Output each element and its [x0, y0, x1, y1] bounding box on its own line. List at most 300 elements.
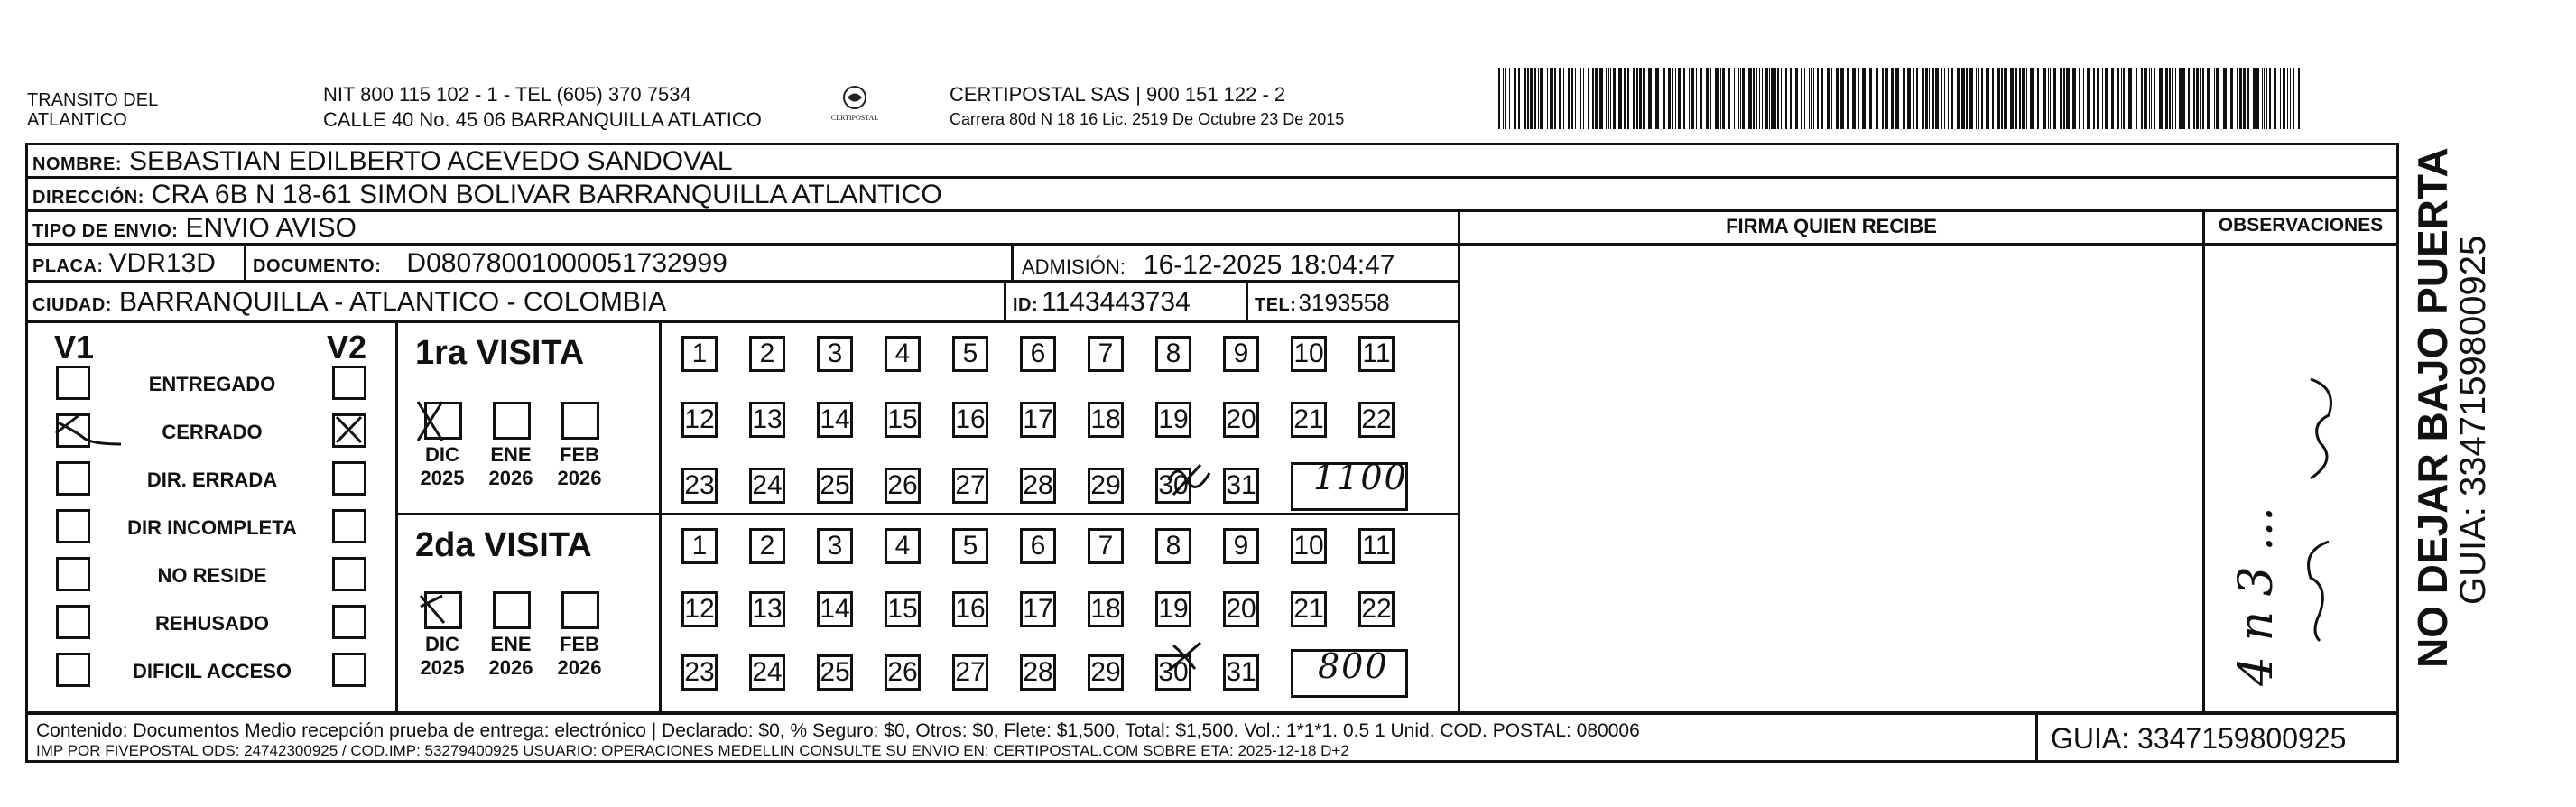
- barcode-bar: [1817, 68, 1819, 129]
- barcode-bar: [1966, 68, 1968, 129]
- barcode-bar: [1925, 68, 1928, 129]
- day-box[interactable]: 17: [1020, 402, 1056, 438]
- barcode-bar: [1836, 68, 1839, 129]
- barcode-bar: [1771, 68, 1774, 129]
- barcode-bar: [2266, 68, 2267, 129]
- barcode-bar: [2063, 68, 2065, 129]
- barcode-bar: [1907, 68, 1911, 129]
- day-box[interactable]: 9: [1223, 336, 1259, 372]
- day-box[interactable]: 2: [749, 528, 785, 564]
- barcode-bar: [1678, 68, 1681, 129]
- day-box[interactable]: 22: [1358, 591, 1395, 627]
- logo-text: CERTIPOSTAL: [830, 114, 879, 122]
- barcode-bar: [2283, 68, 2284, 129]
- status-label: DIFICIL ACCESO: [132, 660, 292, 682]
- day-box[interactable]: 20: [1223, 402, 1259, 438]
- day-box[interactable]: 8: [1155, 336, 1191, 372]
- day-box[interactable]: 19: [1155, 591, 1191, 627]
- barcode-bar: [1575, 68, 1576, 129]
- v1-label: V1: [54, 329, 95, 366]
- observation-handwriting: 4 n 3 ...: [2229, 506, 2284, 686]
- barcode-bar: [2093, 68, 2095, 129]
- barcode-bar: [1540, 68, 1543, 129]
- barcode-bar: [1706, 68, 1709, 129]
- barcode-bar: [1811, 68, 1812, 129]
- barcode-bar: [1643, 68, 1645, 129]
- footer-guia: GUIA: 3347159800925: [2051, 722, 2347, 755]
- day-box[interactable]: 25: [817, 654, 853, 691]
- day-box[interactable]: 14: [817, 591, 853, 627]
- month-checkbox[interactable]: [493, 591, 531, 629]
- barcode-bar: [1869, 68, 1872, 129]
- barcode-bar: [1948, 68, 1949, 129]
- day-box[interactable]: 27: [952, 654, 988, 691]
- day-box[interactable]: 7: [1088, 528, 1124, 564]
- day-box[interactable]: 6: [1020, 336, 1056, 372]
- barcode-bar: [1633, 68, 1635, 129]
- barcode-bar: [1941, 68, 1942, 129]
- barcode-bar: [1969, 68, 1973, 129]
- barcode-bar: [1613, 68, 1616, 129]
- document-value: D08078001000051732999: [406, 248, 727, 278]
- barcode-bar: [2179, 68, 2182, 129]
- day-box[interactable]: 20: [1223, 591, 1259, 627]
- month-label: [554, 443, 605, 490]
- day-box[interactable]: 30: [1155, 654, 1191, 691]
- barcode-bar: [1530, 68, 1533, 129]
- v1-checkbox[interactable]: [56, 366, 90, 400]
- day-box[interactable]: 28: [1020, 468, 1056, 504]
- barcode-bar: [2214, 68, 2215, 129]
- day-box[interactable]: 12: [681, 591, 718, 627]
- v2-checkbox[interactable]: [332, 461, 366, 496]
- barcode-bar: [1847, 68, 1849, 129]
- v2-label: V2: [327, 329, 367, 366]
- barcode-bar: [2121, 68, 2122, 129]
- barcode-bar: [1781, 68, 1782, 129]
- day-box[interactable]: 3: [817, 528, 853, 564]
- v1-checkbox[interactable]: [56, 653, 90, 687]
- barcode-bar: [2111, 68, 2114, 129]
- day-box[interactable]: 5: [952, 528, 988, 564]
- barcode-bar: [1742, 68, 1745, 129]
- barcode-bar: [2165, 68, 2168, 129]
- day-box[interactable]: 13: [749, 591, 785, 627]
- tel-label: TEL:: [1255, 295, 1297, 315]
- barcode-bar: [1774, 68, 1776, 129]
- month-name: FEB: [560, 443, 599, 466]
- barcode-bar: [1827, 68, 1830, 129]
- barcode-bar: [2172, 68, 2173, 129]
- side-warning: NO DEJAR BAJO PUERTA: [2409, 147, 2456, 668]
- shipment-type: ENVIO AVISO: [185, 213, 357, 243]
- barcode-bar: [1978, 68, 1979, 129]
- barcode-bar: [1568, 68, 1570, 129]
- barcode-bar: [1976, 68, 1977, 129]
- barcode-bar: [1583, 68, 1584, 129]
- barcode-bar: [2202, 68, 2204, 129]
- barcode-bar: [1618, 68, 1622, 129]
- day-box[interactable]: 4: [885, 336, 921, 372]
- month-year: 2025: [420, 467, 465, 489]
- barcode-bar: [1885, 68, 1888, 129]
- barcode-bar: [1563, 68, 1564, 129]
- id-label: ID:: [1013, 295, 1039, 315]
- issuer-address: CALLE 40 No. 45 06 BARRANQUILLA ATLATICO: [323, 108, 762, 131]
- barcode-bar: [2290, 68, 2291, 129]
- v2-checkbox[interactable]: [332, 653, 366, 687]
- footer-content-line: Contenido: Documentos Medio recepción prueba de entrega: electrónico | Declarado: $0, % Seguro: $0, Otros: $0, Flete: $1,500, Total: $1,500. Vol.: 1*1*1. 0.5 1 Unid. COD. POSTAL: 080006: [36, 720, 1640, 741]
- barcode-bar: [1720, 68, 1721, 129]
- barcode-bar: [1610, 68, 1611, 129]
- admission-label: ADMISIÓN:: [1022, 255, 1126, 278]
- issuer-line-2: ATLANTICO: [27, 110, 127, 130]
- month-checkbox[interactable]: [424, 591, 462, 629]
- barcode-bar: [1992, 68, 1994, 129]
- barcode-bar: [1710, 68, 1711, 129]
- day-box[interactable]: 11: [1358, 336, 1395, 372]
- barcode-bar: [1831, 68, 1832, 129]
- barcode-bar: [2066, 68, 2070, 129]
- barcode-bar: [2284, 68, 2285, 129]
- barcode-bar: [2072, 68, 2076, 129]
- v2-checkbox[interactable]: [332, 366, 366, 400]
- barcode-bar: [1722, 68, 1725, 129]
- barcode-bar: [1981, 68, 1983, 129]
- barcode-bar: [1580, 68, 1581, 129]
- day-box[interactable]: 11: [1358, 528, 1395, 564]
- barcode-bar: [1801, 68, 1802, 129]
- barcode-bar: [2087, 68, 2090, 129]
- barcode-bar: [2298, 68, 2300, 129]
- barcode-bar: [1627, 68, 1629, 129]
- side-guia: GUIA: 3347159800925: [2453, 235, 2493, 605]
- barcode-bar: [1514, 68, 1516, 129]
- v1-checkbox[interactable]: [56, 509, 90, 543]
- barcode-bar: [1895, 68, 1899, 129]
- day-box[interactable]: 16: [952, 402, 988, 438]
- day-box[interactable]: 13: [749, 402, 785, 438]
- barcode-bar: [1527, 68, 1529, 129]
- day-box[interactable]: 14: [817, 402, 853, 438]
- barcode-bar: [2188, 68, 2190, 129]
- day-box[interactable]: 22: [1358, 402, 1395, 438]
- day-box[interactable]: 26: [885, 468, 921, 504]
- barcode-bar: [2141, 68, 2143, 129]
- barcode-bar: [2010, 68, 2014, 129]
- barcode-bar: [2105, 68, 2108, 129]
- barcode-bar: [2237, 68, 2238, 129]
- barcode-bar: [2159, 68, 2163, 129]
- month-year: 2026: [488, 656, 533, 679]
- barcode-bar: [1932, 68, 1934, 129]
- day-box[interactable]: 7: [1088, 336, 1124, 372]
- barcode-bar: [1734, 68, 1735, 129]
- month-year: 2026: [557, 467, 602, 489]
- day-box[interactable]: 16: [952, 591, 988, 627]
- barcode-bar: [1608, 68, 1609, 129]
- day-box[interactable]: 31: [1223, 654, 1259, 691]
- day-box[interactable]: 6: [1020, 528, 1056, 564]
- barcode-bar: [1554, 68, 1556, 129]
- certipostal-logo: [829, 83, 881, 128]
- barcode-bar: [1986, 68, 1988, 129]
- barcode-bar: [1903, 68, 1905, 129]
- barcode-bar: [2196, 68, 2199, 129]
- day-box[interactable]: 3: [817, 336, 853, 372]
- observation-signature: [2220, 343, 2383, 686]
- address-label: DIRECCIÓN:: [32, 188, 144, 208]
- barcode-bar: [2223, 68, 2227, 129]
- barcode-bar: [1809, 68, 1810, 129]
- barcode-bar: [2274, 68, 2276, 129]
- barcode-bar: [1944, 68, 1945, 129]
- v2-checkbox[interactable]: [332, 605, 366, 639]
- barcode-bar: [1655, 68, 1659, 129]
- barcode-bar: [1599, 68, 1603, 129]
- month-name: ENE: [490, 633, 532, 655]
- first-visit-title: 1ra VISITA: [415, 334, 585, 372]
- second-visit-time-note: 800: [1318, 646, 1389, 686]
- month-label: [486, 633, 536, 680]
- barcode-bar: [2117, 68, 2119, 129]
- day-box[interactable]: 15: [885, 591, 921, 627]
- barcode-bar: [1957, 68, 1960, 129]
- barcode-bar: [1675, 68, 1676, 129]
- barcode-bar: [2230, 68, 2233, 129]
- day-box[interactable]: 10: [1291, 336, 1327, 372]
- barcode-bar: [1813, 68, 1814, 129]
- barcode-bar: [1790, 68, 1792, 129]
- barcode-bar: [1509, 68, 1510, 129]
- barcode-bar: [1700, 68, 1702, 129]
- status-label: REHUSADO: [155, 612, 269, 635]
- barcode-bar: [2006, 68, 2007, 129]
- v2-checkbox[interactable]: [332, 509, 366, 543]
- barcode-bar: [2287, 68, 2288, 129]
- barcode-bar: [2247, 68, 2249, 129]
- barcode-bar: [1505, 68, 1506, 129]
- barcode-bar: [2253, 68, 2256, 129]
- barcode-bar: [2019, 68, 2021, 129]
- barcode-bar: [1759, 68, 1760, 129]
- barcode-bar: [2043, 68, 2046, 129]
- barcode-bar: [1753, 68, 1755, 129]
- v2-checkbox[interactable]: [332, 413, 366, 448]
- barcode-bar: [2083, 68, 2084, 129]
- barcode-bar: [2136, 68, 2137, 129]
- barcode-bar: [1639, 68, 1642, 129]
- month-checkbox[interactable]: [493, 402, 531, 440]
- barcode-bar: [1762, 68, 1763, 129]
- first-visit-time-note: 1100: [1313, 458, 1408, 497]
- issuer-nit: NIT 800 115 102 - 1 - TEL (605) 370 7534: [323, 83, 691, 106]
- day-box[interactable]: 15: [885, 402, 921, 438]
- month-year: 2026: [557, 656, 602, 679]
- barcode-bar: [1518, 68, 1520, 129]
- barcode-bar: [2239, 68, 2242, 129]
- day-box[interactable]: 23: [681, 654, 718, 691]
- barcode-bar: [1559, 68, 1561, 129]
- month-name: FEB: [560, 633, 599, 655]
- barcode-bar: [1624, 68, 1626, 129]
- day-box[interactable]: 21: [1291, 591, 1327, 627]
- barcode: [1498, 68, 2302, 129]
- plate-value: VDR13D: [108, 248, 216, 278]
- status-label: NO RESIDE: [157, 564, 267, 587]
- recipient-address: CRA 6B N 18-61 SIMON BOLIVAR BARRANQUILLA ATLANTICO: [151, 180, 942, 209]
- barcode-bar: [2079, 68, 2080, 129]
- day-box[interactable]: 24: [749, 654, 785, 691]
- month-name: DIC: [425, 443, 459, 466]
- barcode-bar: [2269, 68, 2271, 129]
- month-year: 2026: [488, 467, 533, 489]
- v1-checkbox[interactable]: [56, 413, 90, 448]
- day-box[interactable]: 1: [681, 336, 718, 372]
- barcode-bar: [2149, 68, 2150, 129]
- barcode-bar: [2026, 68, 2027, 129]
- day-box[interactable]: 31: [1223, 468, 1259, 504]
- barcode-bar: [2097, 68, 2099, 129]
- barcode-bar: [1498, 68, 1500, 129]
- barcode-bar: [2004, 68, 2006, 129]
- v1-checkbox[interactable]: [56, 557, 90, 591]
- barcode-bar: [1663, 68, 1665, 129]
- barcode-bar: [1961, 68, 1965, 129]
- day-box[interactable]: 12: [681, 402, 718, 438]
- name-label: NOMBRE:: [32, 154, 123, 174]
- barcode-bar: [1988, 68, 1989, 129]
- day-box[interactable]: 29: [1088, 654, 1124, 691]
- month-checkbox[interactable]: [561, 402, 599, 440]
- barcode-bar: [1595, 68, 1598, 129]
- barcode-bar: [1571, 68, 1573, 129]
- barcode-bar: [1588, 68, 1589, 129]
- barcode-bar: [1821, 68, 1823, 129]
- day-box[interactable]: 19: [1155, 402, 1191, 438]
- day-box[interactable]: 8: [1155, 528, 1191, 564]
- month-name: ENE: [490, 443, 532, 466]
- barcode-bar: [2102, 68, 2103, 129]
- barcode-bar: [1765, 68, 1768, 129]
- barcode-bar: [2053, 68, 2056, 129]
- barcode-bar: [1913, 68, 1914, 129]
- observations-header: OBSERVACIONES: [2218, 215, 2384, 236]
- day-box[interactable]: 27: [952, 468, 988, 504]
- barcode-bar: [2182, 68, 2185, 129]
- barcode-bar: [2262, 68, 2263, 129]
- status-label: CERRADO: [162, 421, 263, 443]
- day-box[interactable]: 26: [885, 654, 921, 691]
- barcode-bar: [1785, 68, 1787, 129]
- admission-value: 16-12-2025 18:04:47: [1143, 250, 1395, 280]
- barcode-bar: [1648, 68, 1652, 129]
- barcode-bar: [2293, 68, 2294, 129]
- v1-checkbox[interactable]: [56, 605, 90, 639]
- barcode-bar: [1738, 68, 1739, 129]
- barcode-bar: [2175, 68, 2176, 129]
- barcode-bar: [1916, 68, 1918, 129]
- day-box[interactable]: 23: [681, 468, 718, 504]
- barcode-bar: [1728, 68, 1730, 129]
- id-value: 1143443734: [1042, 287, 1191, 317]
- barcode-bar: [2060, 68, 2062, 129]
- barcode-bar: [2216, 68, 2219, 129]
- day-box[interactable]: 9: [1223, 528, 1259, 564]
- day-box[interactable]: 17: [1020, 591, 1056, 627]
- barcode-bar: [2144, 68, 2147, 129]
- barcode-bar: [1795, 68, 1798, 129]
- plate-label: PLACA:: [32, 256, 104, 276]
- barcode-bar: [2030, 68, 2034, 129]
- day-box[interactable]: 2: [749, 336, 785, 372]
- barcode-bar: [1858, 68, 1859, 129]
- day-box[interactable]: 28: [1020, 654, 1056, 691]
- recipient-name: SEBASTIAN EDILBERTO ACEVEDO SANDOVAL: [129, 146, 733, 176]
- month-checkbox[interactable]: [424, 402, 462, 440]
- type-label: TIPO DE ENVIO:: [32, 221, 179, 241]
- month-label: [417, 633, 468, 680]
- barcode-bar: [1997, 68, 2000, 129]
- barcode-bar: [1804, 68, 1805, 129]
- barcode-bar: [2037, 68, 2039, 129]
- day-box[interactable]: 4: [885, 528, 921, 564]
- barcode-bar: [1862, 68, 1866, 129]
- day-box[interactable]: 29: [1088, 468, 1124, 504]
- barcode-bar: [1547, 68, 1548, 129]
- barcode-bar: [2151, 68, 2152, 129]
- barcode-bar: [1756, 68, 1757, 129]
- barcode-bar: [1935, 68, 1939, 129]
- day-box[interactable]: 21: [1291, 402, 1327, 438]
- barcode-bar: [1538, 68, 1539, 129]
- barcode-bar: [1876, 68, 1878, 129]
- barcode-bar: [1840, 68, 1844, 129]
- barcode-bar: [1929, 68, 1930, 129]
- issuer-line-1: TRANSITO DEL: [27, 90, 159, 110]
- barcode-bar: [1691, 68, 1694, 129]
- day-box[interactable]: 18: [1088, 591, 1124, 627]
- barcode-bar: [1550, 68, 1553, 129]
- barcode-bar: [1715, 68, 1719, 129]
- barcode-bar: [1852, 68, 1856, 129]
- barcode-bar: [1524, 68, 1526, 129]
- barcode-bar: [2001, 68, 2003, 129]
- day-box[interactable]: 30: [1155, 468, 1191, 504]
- barcode-bar: [2128, 68, 2132, 129]
- day-box[interactable]: 25: [817, 468, 853, 504]
- day-box[interactable]: 18: [1088, 402, 1124, 438]
- v1-checkbox[interactable]: [56, 461, 90, 496]
- day-box[interactable]: 1: [681, 528, 718, 564]
- day-box[interactable]: 24: [749, 468, 785, 504]
- barcode-bar: [2022, 68, 2025, 129]
- status-label: ENTREGADO: [148, 373, 276, 395]
- barcode-bar: [1748, 68, 1752, 129]
- v2-checkbox[interactable]: [332, 557, 366, 591]
- footer-imp-line: IMP POR FIVEPOSTAL ODS: 24742300925 / COD.IMP: 53279400925 USUARIO: OPERACIONES MEDELLIN CONSULTE SU ENVIO EN: CERTIPOSTAL.COM SOBRE ETA: 2025-12-18 D+2: [36, 742, 1349, 759]
- day-box[interactable]: 5: [952, 336, 988, 372]
- month-checkbox[interactable]: [561, 591, 599, 629]
- day-box[interactable]: 10: [1291, 528, 1327, 564]
- barcode-bar: [1696, 68, 1697, 129]
- city-label: CIUDAD:: [32, 295, 112, 315]
- barcode-bar: [1683, 68, 1685, 129]
- month-label: [486, 443, 536, 490]
- barcode-bar: [2243, 68, 2246, 129]
- status-label: DIR. ERRADA: [146, 468, 278, 491]
- barcode-bar: [2256, 68, 2259, 129]
